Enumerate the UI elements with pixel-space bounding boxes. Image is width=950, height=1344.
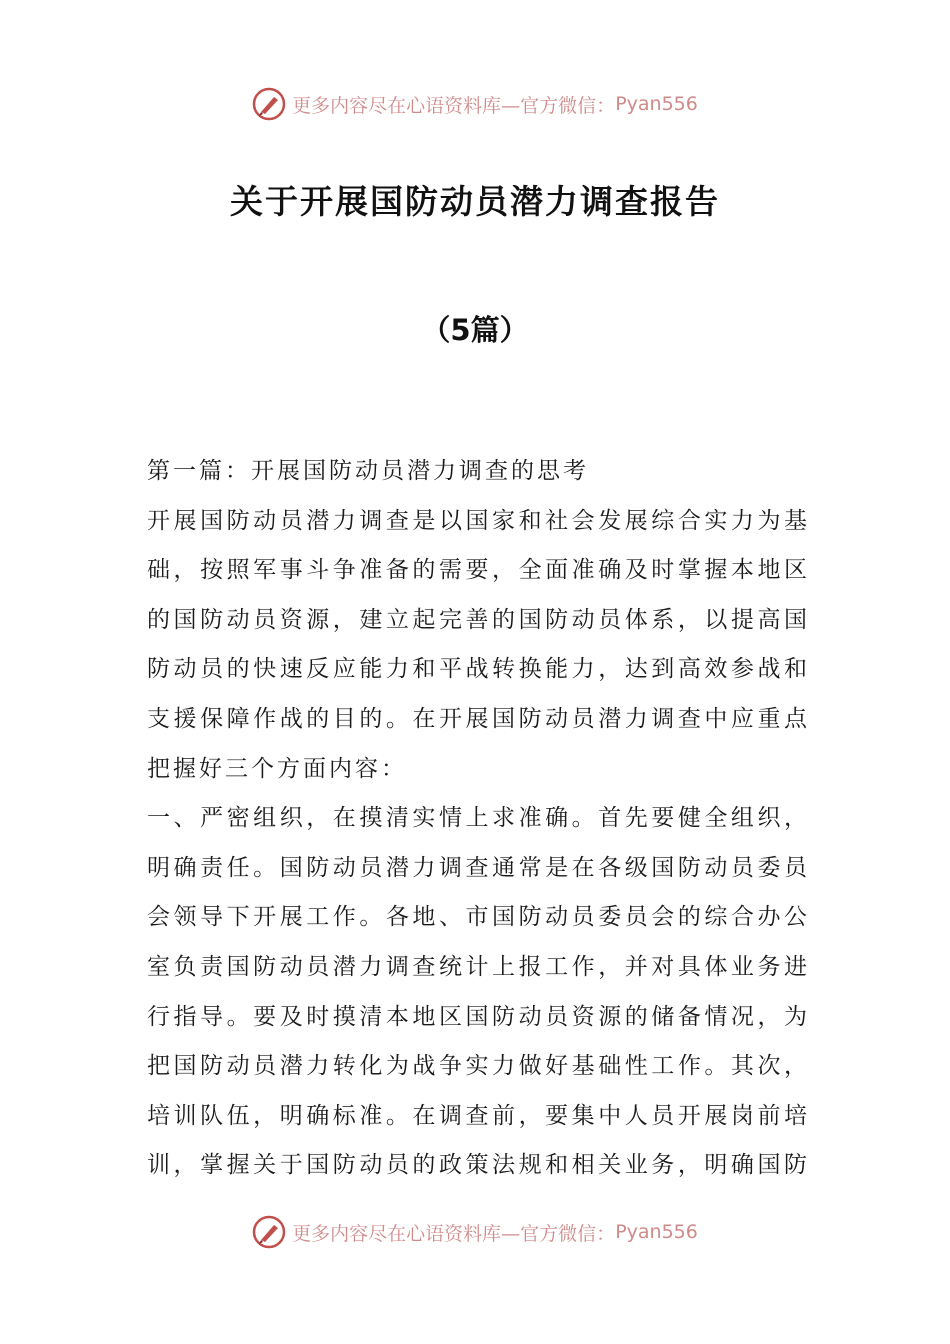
body-line: 明确责任。国防动员潜力调查通常是在各级国防动员委员	[147, 854, 807, 881]
watermark-left-text: 更多内容尽在心语资料库—	[292, 1222, 521, 1245]
body-line: 把国防动员潜力转化为战争实力做好基础性工作。其次，	[147, 1053, 807, 1080]
watermark-wechat-id: Pyan556	[615, 1221, 698, 1243]
watermark-wechat-id: Pyan556	[615, 93, 698, 115]
pen-logo-icon	[252, 87, 286, 121]
watermark-left-text: 更多内容尽在心语资料库—	[292, 94, 521, 117]
section-heading: 第一篇：开展国防动员潜力调查的思考	[147, 458, 589, 484]
body-line: 一、严密组织，在摸清实情上求准确。首先要健全组织，	[147, 805, 807, 832]
body-line: 开展国防动员潜力调查是以国家和社会发展综合实力为基	[147, 507, 807, 534]
watermark-right-text: 官方微信：	[520, 94, 616, 117]
body-line: 础，按照军事斗争准备的需要，全面准确及时掌握本地区	[147, 557, 807, 584]
body-line: 支援保障作战的目的。在开展国防动员潜力调查中应重点	[147, 705, 807, 732]
body-line: 把握好三个方面内容：	[147, 755, 407, 782]
body-line: 行指导。要及时摸清本地区国防动员资源的储备情况，为	[147, 1003, 807, 1030]
watermark-banner-top	[0, 84, 950, 124]
body-line: 会领导下开展工作。各地、市国防动员委员会的综合办公	[147, 904, 807, 931]
watermark-right-text: 官方微信：	[520, 1222, 616, 1245]
body-line: 培训队伍，明确标准。在调查前，要集中人员开展岗前培	[147, 1102, 807, 1129]
watermark-banner-bottom	[0, 1212, 950, 1252]
pen-logo-icon	[252, 1215, 286, 1249]
body-line: 的国防动员资源，建立起完善的国防动员体系，以提高国	[147, 606, 807, 633]
body-line: 训，掌握关于国防动员的政策法规和相关业务，明确国防	[147, 1152, 807, 1179]
body-line: 室负责国防动员潜力调查统计上报工作，并对具体业务进	[147, 953, 807, 980]
document-body	[147, 447, 807, 1191]
document-subtitle: （5篇）	[421, 313, 529, 347]
document-title: 关于开展国防动员潜力调查报告	[230, 182, 720, 221]
body-line: 防动员的快速反应能力和平战转换能力，达到高效参战和	[147, 656, 807, 683]
